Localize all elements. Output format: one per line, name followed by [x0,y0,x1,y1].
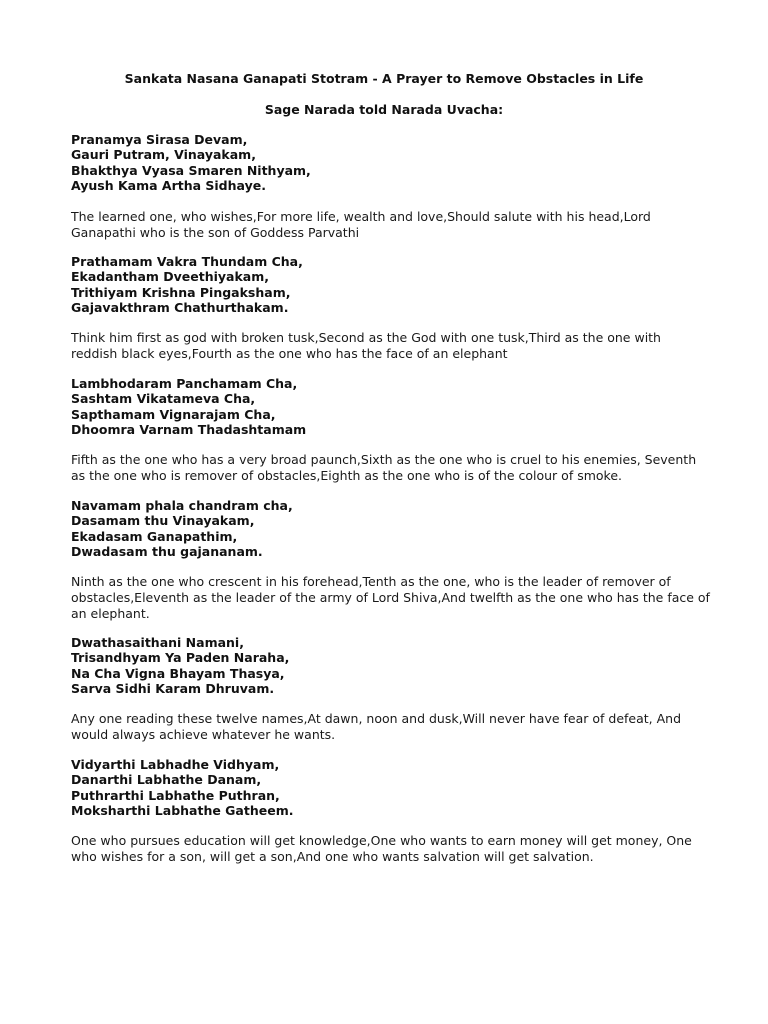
verse-line: Dwadasam thu gajananam. [71,543,263,559]
verse-line: Moksharthi Labhathe Gatheem. [71,802,294,818]
verse-line: Gauri Putram, Vinayakam, [71,147,256,163]
verse-stanza-5 [71,635,711,696]
verse-stanza-1 [71,132,711,193]
verse-line: Ekadasam Ganapathim, [71,528,238,544]
verse-line: Dhoomra Varnam Thadashtamam [71,421,307,437]
translation-stanza-1: The learned one, who wishes,For more life, wealth and love,Should salute with his head,Lord Ganapathi who is the son of Goddess Parvathi [71,209,651,240]
verse-stanza-4 [71,498,711,559]
translation-stanza-2: Think him first as god with broken tusk,Second as the God with one tusk,Third as the one with reddish black eyes,Fourth as the one who has the face of an elephant [71,330,661,361]
verse-stanza-3 [71,376,711,437]
verse-line: Navamam phala chandram cha, [71,498,293,513]
verse-line: Vidyarthi Labhadhe Vidhyam, [71,757,280,772]
translation-stanza-4: Ninth as the one who crescent in his forehead,Tenth as the one, who is the leader of remover of obstacles,Eleventh as the leader of the army of Lord Shiva,And twelfth as the one who has the face of an elephant. [71,574,710,621]
document-title: Sankata Nasana Ganapati Stotram - A Prayer to Remove Obstacles in Life [124,71,644,86]
verse-line: Gajavakthram Chathurthakam. [71,299,289,315]
verse-line: Dwathasaithani Namani, [71,635,244,650]
translation-stanza-3: Fifth as the one who has a very broad paunch,Sixth as the one who is cruel to his enemies, Seventh as the one who is remover of obstacles,Eighth as the one who is of the colour of smoke. [71,452,697,483]
document-subtitle: Sage Narada told Narada Uvacha: [264,102,504,117]
verse-line: Sapthamam Vignarajam Cha, [71,406,276,422]
verse-line: Na Cha Vigna Bhayam Thasya, [71,665,285,681]
verse-line: Ayush Kama Artha Sidhaye. [71,177,266,193]
verse-line: Trisandhyam Ya Paden Naraha, [71,650,290,666]
verse-line: Danarthi Labhathe Danam, [71,772,262,788]
verse-line: Prathamam Vakra Thundam Cha, [71,254,303,269]
verse-line: Trithiyam Krishna Pingaksham, [71,284,291,300]
verse-line: Lambhodaram Panchamam Cha, [71,376,298,391]
verse-line: Pranamya Sirasa Devam, [71,132,248,147]
verse-line: Sarva Sidhi Karam Dhruvam. [71,680,275,696]
verse-line: Puthrarthi Labhathe Puthran, [71,787,280,803]
verse-line: Bhakthya Vyasa Smaren Nithyam, [71,162,311,178]
verse-stanza-6 [71,757,711,818]
translation-stanza-6: One who pursues education will get knowledge,One who wants to earn money will get money, One who wishes for a son, will get a son,And one who wants salvation will get salvation. [71,833,692,864]
translation-stanza-5: Any one reading these twelve names,At dawn, noon and dusk,Will never have fear of defeat, And would always achieve whatever he wants. [71,711,682,742]
verse-line: Dasamam thu Vinayakam, [71,513,255,529]
verse-stanza-2 [71,254,711,315]
verse-line: Ekadantham Dveethiyakam, [71,269,269,285]
verse-line: Sashtam Vikatameva Cha, [71,391,256,407]
